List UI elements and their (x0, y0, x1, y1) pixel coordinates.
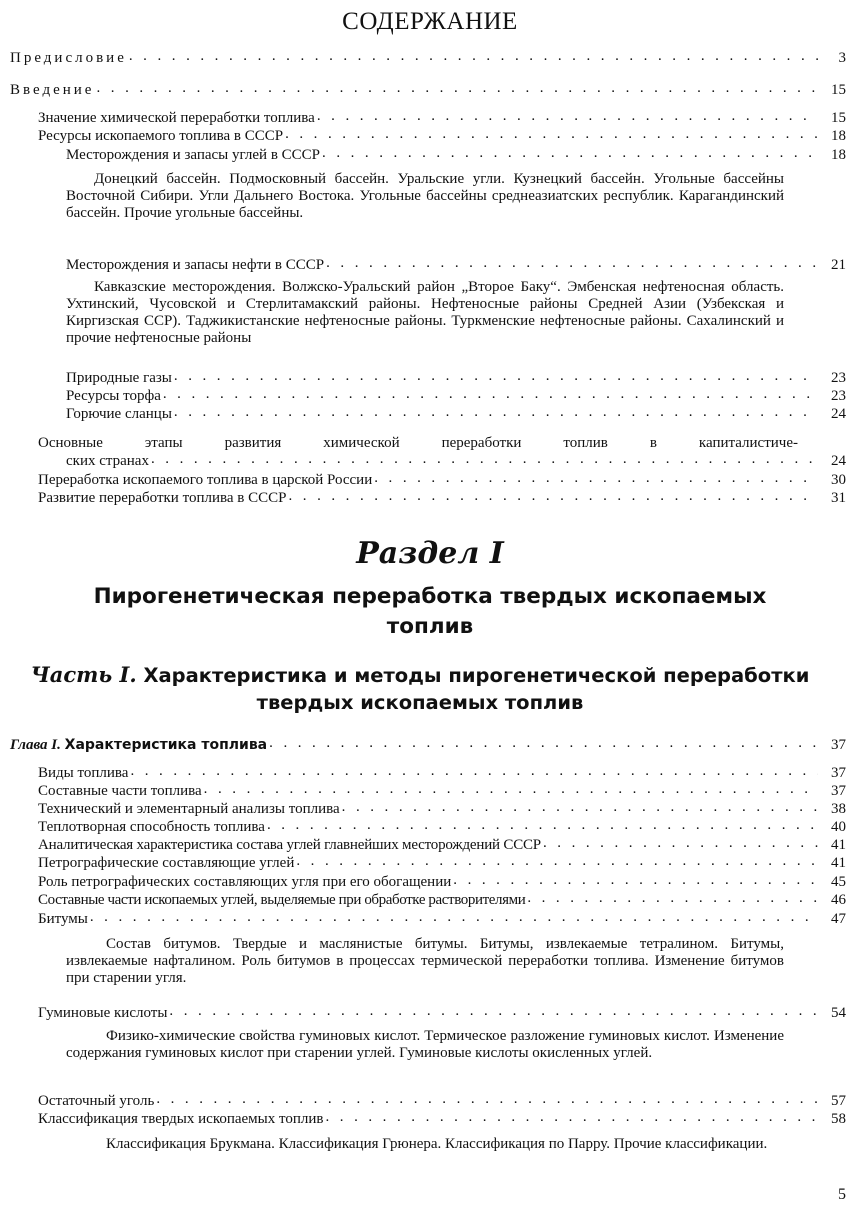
toc-entry-text: Значение химической переработки топлива (38, 110, 315, 126)
toc-entry-text: Месторождения и запасы нефти в СССР (66, 257, 325, 273)
toc-entry-text: Теплотворная способность топлива (38, 819, 265, 835)
toc-entry-page: 37 (831, 783, 846, 799)
toc-entry-text-line: Основные этапы развития химической переработки топлив в капиталистиче- (38, 435, 798, 451)
toc-entry-text: Предисловие (10, 50, 127, 66)
toc-entry[interactable] (38, 1093, 846, 1110)
toc-entry-page: 45 (831, 874, 846, 890)
part-title: Характеристика и методы пирогенетической переработки твердых ископаемых топлив (143, 664, 810, 714)
toc-entry-page: 40 (831, 819, 846, 835)
leader-dots (204, 781, 818, 798)
leader-dots (151, 451, 818, 468)
toc-entry[interactable] (38, 783, 846, 800)
part-label: Часть I. (30, 662, 137, 687)
classification-description: Классификация Брукмана. Классификация Грюнера. Классификация по Парру. Прочие классификации. (106, 1136, 768, 1152)
toc-entry[interactable] (38, 855, 846, 872)
toc-entry-text: Составные части топлива (38, 783, 202, 799)
oil-description: Кавказские месторождения. Волжско-Уральский район „Второе Баку“. Эмбенская нефтеносная область. Ухтинский, Чусовской и Стерлитамакский районы. Нефтеносные районы Средней Азии (Узбекская и Киргизская ССР). Таджикистанские нефтеносные районы. Туркменские нефтеносные районы. Сахалинский и прочие нефтеносные районы (66, 279, 784, 346)
toc-entry[interactable] (38, 1005, 846, 1022)
toc-entry-text: Аналитическая характеристика состава углей главнейших месторождений СССР (38, 837, 541, 853)
toc-entry[interactable] (66, 370, 846, 387)
toc-entry-text: Виды топлива (38, 765, 129, 781)
leader-dots (130, 763, 818, 780)
toc-entry-page: 41 (831, 855, 846, 871)
coal-description: Донецкий бассейн. Подмосковный бассейн. Уральские угли. Кузнецкий бассейн. Угольные бассейны Восточной Сибири. Угли Дальнего Востока. Угольные бассейны среднеазиатских республик. Карагандинский бассейн. Прочие угольные бассейны. (66, 171, 784, 221)
toc-entry-page: 18 (831, 128, 846, 144)
toc-entry-page: 37 (831, 765, 846, 781)
toc-entry-text: Введение (10, 82, 95, 98)
leader-dots (285, 126, 818, 143)
toc-entry[interactable] (66, 147, 846, 164)
toc-entry-page: 18 (831, 147, 846, 163)
leader-dots (322, 145, 818, 162)
toc-entry-text: ских странах (66, 453, 149, 469)
toc-entry-page: 46 (831, 892, 846, 908)
toc-entry-chapter[interactable] (10, 737, 846, 754)
toc-entry-text: Петрографические составляющие углей (38, 855, 295, 871)
toc-entry[interactable] (38, 819, 846, 836)
toc-entry[interactable] (66, 453, 846, 470)
toc-entry-page: 31 (831, 490, 846, 506)
toc-entry[interactable] (38, 911, 846, 928)
toc-entry-preface[interactable] (10, 50, 846, 67)
leader-dots (326, 255, 818, 272)
toc-entry[interactable] (38, 110, 846, 127)
toc-entry[interactable] (38, 128, 846, 145)
toc-entry-page: 24 (831, 406, 846, 422)
toc-entry-text: Ресурсы торфа (66, 388, 161, 404)
toc-entry-page: 37 (831, 737, 846, 753)
toc-entry-page: 15 (831, 82, 846, 98)
toc-entry-text (10, 737, 267, 754)
part-heading (30, 661, 810, 716)
toc-entry-page: 38 (831, 801, 846, 817)
leader-dots (543, 835, 818, 852)
leader-dots (163, 386, 818, 403)
leader-dots (174, 404, 818, 421)
toc-entry-text: Развитие переработки топлива в СССР (38, 490, 287, 506)
leader-dots (527, 890, 818, 907)
chapter-title: Характеристика топлива (64, 737, 268, 753)
toc-entry-text: Горючие сланцы (66, 406, 172, 422)
toc-entry-text: Природные газы (66, 370, 172, 386)
leader-dots (90, 909, 818, 926)
leader-dots (374, 470, 818, 487)
toc-entry-page: 3 (838, 50, 846, 66)
toc-entry[interactable] (38, 472, 846, 489)
toc-entry-page: 23 (831, 370, 846, 386)
leader-dots (288, 488, 818, 505)
leader-dots (453, 872, 818, 889)
toc-entry-page: 47 (831, 911, 846, 927)
leader-dots (156, 1091, 818, 1108)
leader-dots (342, 799, 818, 816)
toc-entry-text: Ресурсы ископаемого топлива в СССР (38, 128, 284, 144)
toc-entry-text: Гуминовые кислоты (38, 1005, 168, 1021)
section-heading: Раздел I (356, 536, 504, 571)
toc-entry-text: Классификация твердых ископаемых топлив (38, 1111, 324, 1127)
toc-entry-page: 15 (831, 110, 846, 126)
toc-entry-text: Битумы (38, 911, 88, 927)
toc-entry-page: 41 (831, 837, 846, 853)
toc-entry[interactable] (38, 1111, 846, 1128)
toc-entry-text: Роль петрографических составляющих угля при его обогащении (38, 874, 452, 890)
leader-dots (96, 80, 818, 97)
toc-entry[interactable] (66, 406, 846, 423)
toc-entry-page: 54 (831, 1005, 846, 1021)
chapter-label: Глава I. (10, 737, 61, 753)
toc-entry[interactable] (38, 801, 846, 818)
toc-entry[interactable] (38, 837, 846, 854)
leader-dots (174, 368, 818, 385)
toc-entry[interactable] (38, 892, 846, 909)
toc-entry-page: 21 (831, 257, 846, 273)
toc-entry-page: 30 (831, 472, 846, 488)
toc-entry-page: 58 (831, 1111, 846, 1127)
toc-entry-page: 24 (831, 453, 846, 469)
leader-dots (267, 817, 818, 834)
leader-dots (325, 1109, 818, 1126)
leader-dots (296, 853, 818, 870)
bitumen-description: Состав битумов. Твердые и маслянистые битумы. Битумы, извлекаемые тетралином. Битумы, извлекаемые нафталином. Роль битумов в процессах термической переработки топлива. Изменение битумов при старении угля. (66, 936, 784, 986)
leader-dots (129, 48, 818, 65)
humic-acids-description: Физико-химические свойства гуминовых кислот. Термическое разложение гуминовых кислот. Изменение содержания гуминовых кислот при старении углей. Гуминовые кислоты окисленных углей. (66, 1028, 784, 1061)
section-title: Пирогенетическая переработка твердых ископаемых топлив (93, 584, 767, 639)
leader-dots (269, 735, 818, 752)
leader-dots (317, 108, 818, 125)
toc-entry-text: Переработка ископаемого топлива в царской России (38, 472, 373, 488)
toc-entry-page: 23 (831, 388, 846, 404)
page-title: СОДЕРЖАНИЕ (342, 8, 518, 35)
leader-dots (169, 1003, 818, 1020)
toc-entry-page: 57 (831, 1093, 846, 1109)
toc-entry-introduction[interactable] (10, 82, 846, 99)
toc-entry[interactable] (38, 874, 846, 891)
toc-entry[interactable] (66, 388, 846, 405)
toc-entry-text: Составные части ископаемых углей, выделяемые при обработке растворителями (38, 892, 526, 908)
toc-entry[interactable] (66, 257, 846, 274)
toc-entry-text: Технический и элементарный анализы топлива (38, 801, 340, 817)
toc-entry[interactable] (38, 765, 846, 782)
toc-entry-text: Месторождения и запасы углей в СССР (66, 147, 321, 163)
toc-entry-text: Остаточный уголь (38, 1093, 155, 1109)
page-number: 5 (838, 1186, 846, 1203)
toc-entry[interactable] (38, 490, 846, 507)
